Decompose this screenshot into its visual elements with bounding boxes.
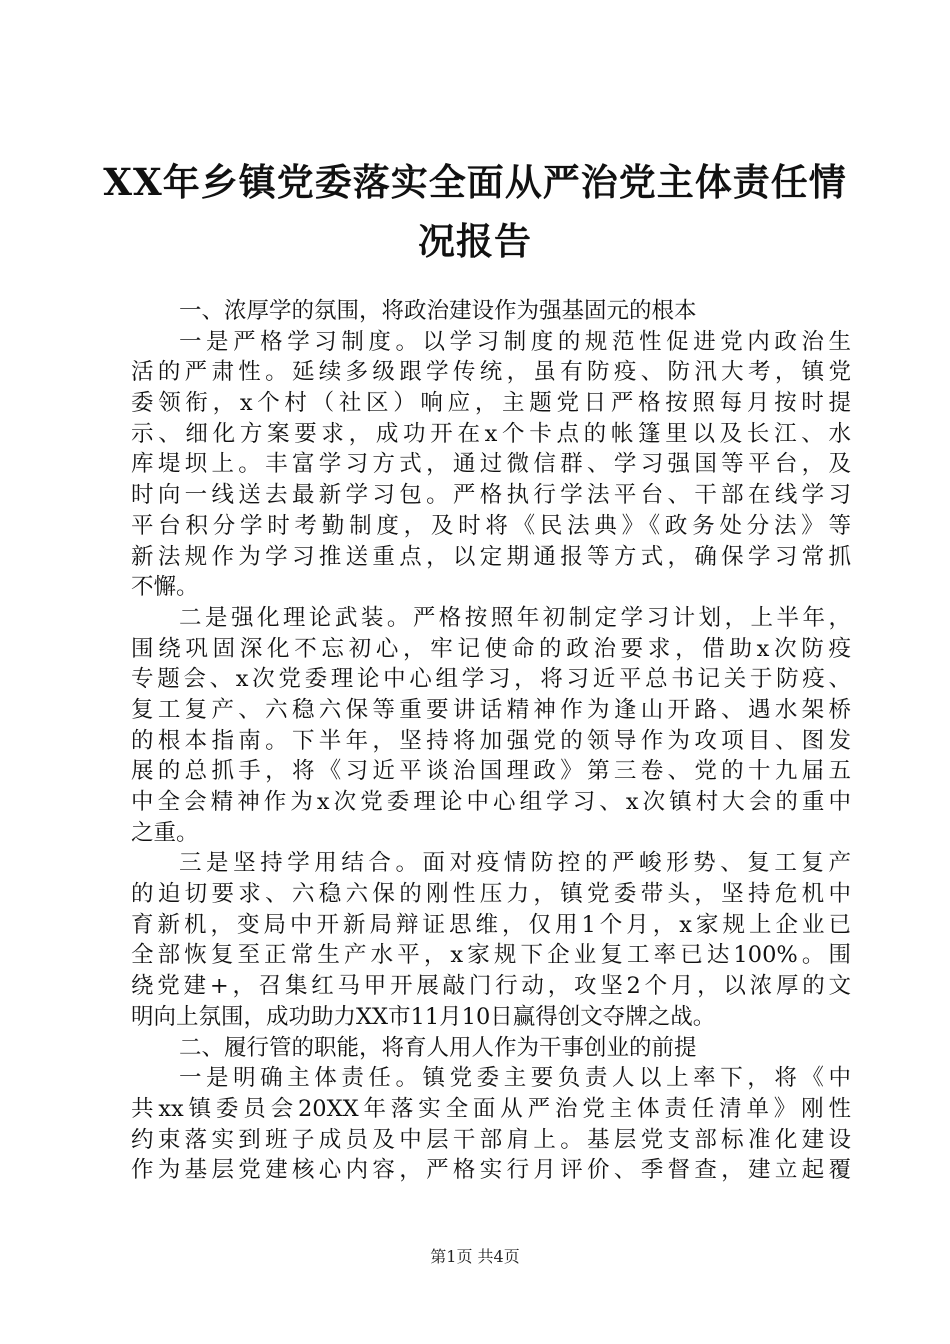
paragraph-line: 展的总抓手，将《习近平谈治国理政》第三卷、党的十九届五 [131, 758, 851, 785]
paragraph-line: 复工复产、六稳六保等重要讲话精神作为逢山开路、遇水架桥 [131, 696, 851, 723]
paragraph-line: 明向上氛围，成功助力XX市11月10日赢得创文夺牌之战。 [131, 1003, 716, 1030]
paragraph-line: 时向一线送去最新学习包。严格执行学法平台、干部在线学习 [131, 482, 851, 509]
paragraph-line: 活的严肃性。延续多级跟学传统，虽有防疫、防汛大考，镇党 [131, 359, 851, 386]
paragraph-line: 一是严格学习制度。以学习制度的规范性促进党内政治生 [179, 328, 851, 355]
document-body [131, 296, 851, 1186]
paragraph-line: 专题会、x次党委理论中心组学习，将习近平总书记关于防疫、 [131, 666, 851, 693]
document-title-line-1: XX年乡镇党委落实全面从严治党主体责任情 [103, 160, 847, 204]
page-footer: 第1页 共4页 [430, 1247, 520, 1266]
paragraph-line: 全部恢复至正常生产水平，x家规下企业复工率已达100%。围 [131, 942, 851, 969]
paragraph-line: 共xx镇委员会20XX年落实全面从严治党主体责任清单》刚性 [131, 1095, 851, 1122]
paragraph-line: 二是强化理论武装。严格按照年初制定学习计划，上半年， [179, 604, 851, 631]
paragraph-line: 一是明确主体责任。镇党委主要负责人以上率下，将《中 [179, 1065, 851, 1092]
paragraph-line: 绕党建+，召集红马甲开展敲门行动，攻坚2个月，以浓厚的文 [131, 973, 851, 1000]
paragraph-line: 新法规作为学习推送重点，以定期通报等方式，确保学习常抓 [131, 543, 851, 570]
paragraph-line: 不懈。 [131, 574, 199, 601]
paragraph-line: 委领衔，x个村（社区）响应，主题党日严格按照每月按时提 [131, 390, 851, 417]
paragraph-line: 的迫切要求、六稳六保的刚性压力，镇党委带头，坚持危机中 [131, 881, 851, 908]
paragraph-line: 约束落实到班子成员及中层干部肩上。基层党支部标准化建设 [131, 1126, 851, 1153]
section-heading: 一、浓厚学的氛围，将政治建设作为强基固元的根本 [179, 298, 697, 324]
document-title-line-2: 况报告 [418, 219, 532, 263]
paragraph-line: 中全会精神作为x次党委理论中心组学习、x次镇村大会的重中 [131, 789, 851, 815]
paragraph-line: 之重。 [131, 819, 199, 846]
paragraph-line: 三是坚持学用结合。面对疫情防控的严峻形势、复工复产 [179, 850, 851, 877]
paragraph-line: 作为基层党建核心内容，严格实行月评价、季督查，建立起覆 [131, 1157, 851, 1184]
paragraph-line: 围绕巩固深化不忘初心，牢记使命的政治要求，借助x次防疫 [131, 635, 851, 662]
paragraph-line: 的根本指南。下半年，坚持将加强党的领导作为攻项目、图发 [131, 727, 851, 754]
paragraph-line: 示、细化方案要求，成功开在x个卡点的帐篷里以及长江、水 [131, 420, 851, 447]
paragraph-line: 库堤坝上。丰富学习方式，通过微信群、学习强国等平台，及 [131, 451, 851, 478]
paragraph-line: 平台积分学时考勤制度，及时将《民法典》《政务处分法》等 [131, 512, 851, 539]
paragraph-line: 育新机，变局中开新局辩证思维，仅用1个月，x家规上企业已 [131, 911, 851, 938]
section-heading: 二、履行管的职能，将育人用人作为干事创业的前提 [179, 1034, 697, 1061]
